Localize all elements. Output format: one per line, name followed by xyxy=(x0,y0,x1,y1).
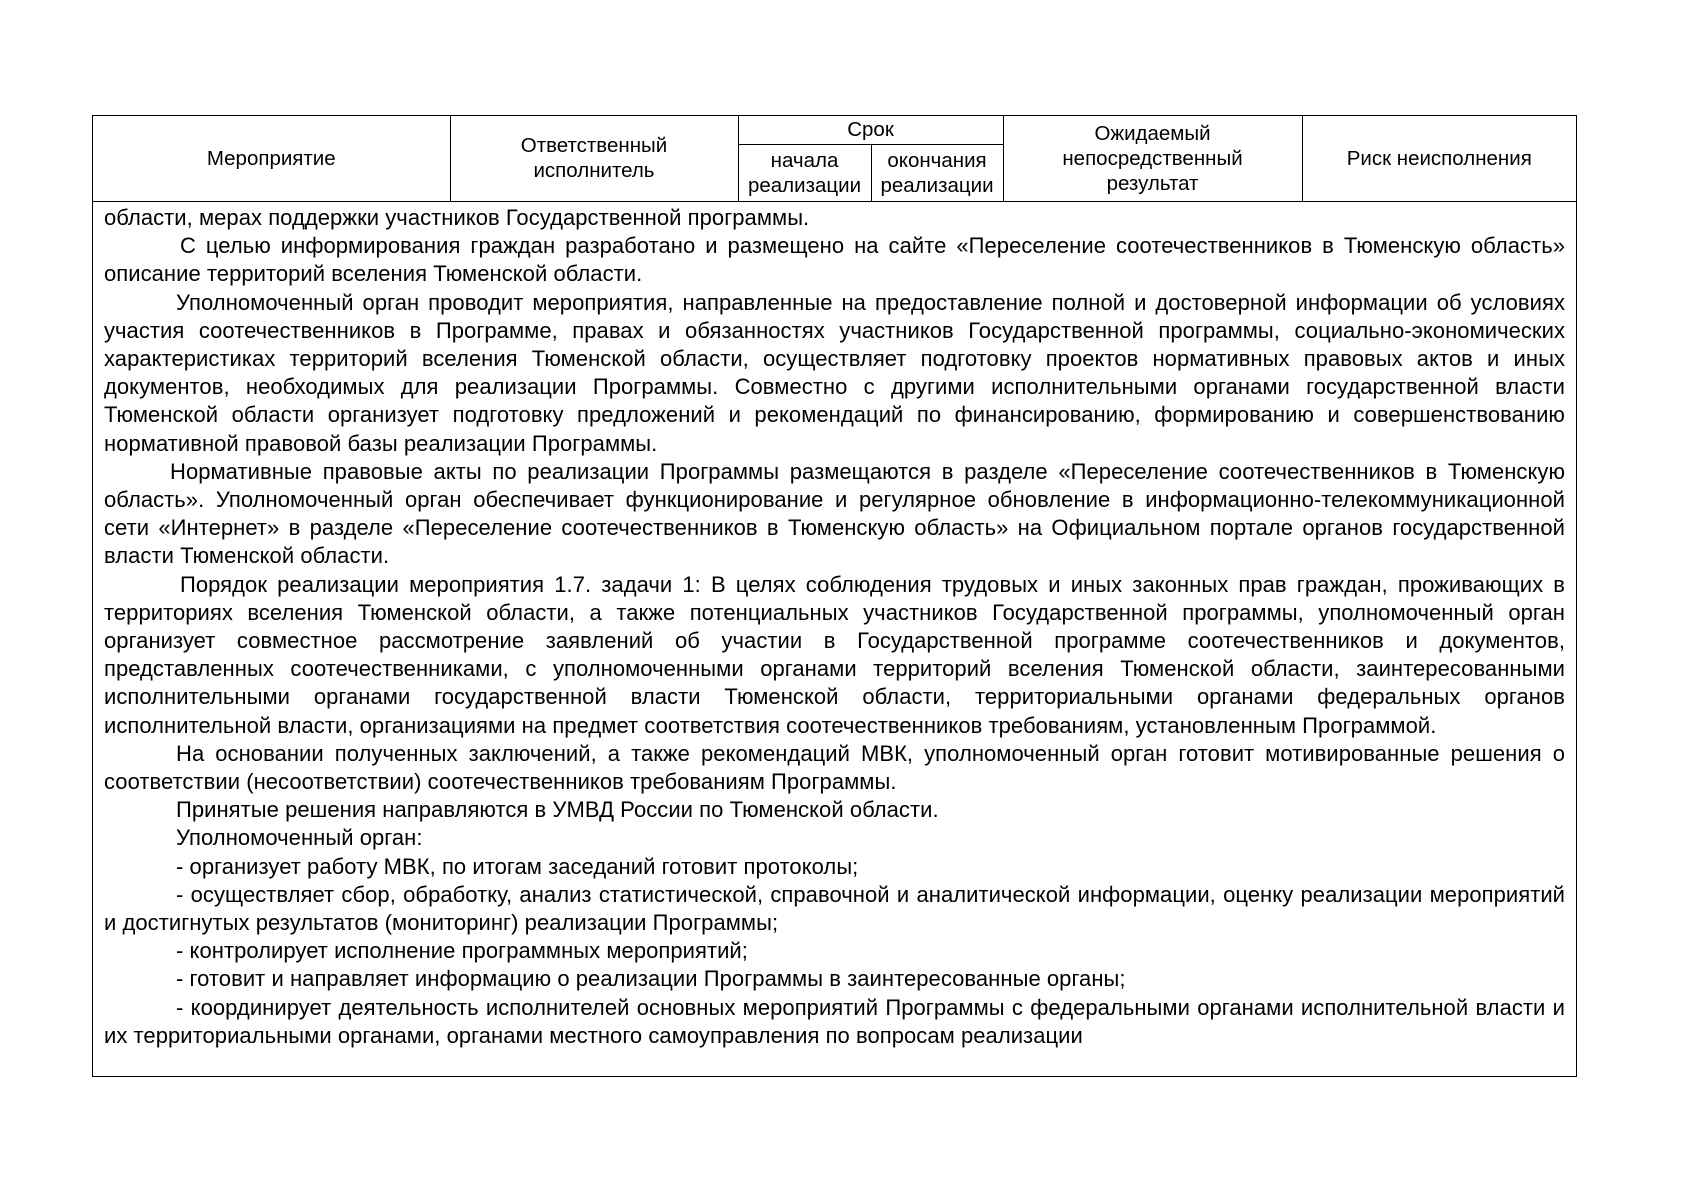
header-event-label: Мероприятие xyxy=(206,146,336,170)
header-responsible-label: Ответственный исполнитель xyxy=(520,134,668,183)
paragraph: Нормативные правовые акты по реализации Программы размещаются в разделе «Переселение соотечественников в Тюменскую область». Уполномоченный орган обеспечивает функционирование и регулярное обновление в информационно-телекоммуникационной сети «Интернет» в разделе «Переселение соотечественников в Тюменскую область» на Официальном портале органов государственной власти Тюменской области. xyxy=(104,458,1565,569)
body-text xyxy=(104,204,1565,1050)
header-cell-event xyxy=(93,116,450,201)
list-item: - координирует деятельность исполнителей основных мероприятий Программы с федеральными органами исполнительной власти и их территориальными органами, органами местного самоуправления по вопросам реализации xyxy=(104,994,1565,1048)
header-cell-term xyxy=(738,116,1003,144)
header-term-end-label: окончания реализации xyxy=(880,148,994,197)
list-item: - готовит и направляет информацию о реализации Программы в заинтересованные органы; xyxy=(176,966,1126,992)
header-risk-label: Риск неисполнения xyxy=(1346,146,1532,170)
paragraph: Уполномоченный орган проводит мероприятия, направленные на предоставление полной и достоверной информации об условиях участия соотечественников в Программе, правах и обязанностях участников Государственной программы, социально-экономических характеристиках территорий вселения Тюменской области, осуществляет подготовку проектов нормативных правовых актов и иных документов, необходимых для реализации Программы. Совместно с другими исполнительными органами государственной власти Тюменской области организует подготовку предложений и рекомендаций по финансированию, формированию и совершенствованию нормативной правовой базы реализации Программы. xyxy=(104,289,1565,456)
paragraph: Принятые решения направляются в УМВД России по Тюменской области. xyxy=(176,797,939,823)
header-cell-term-start xyxy=(738,144,871,201)
document-frame xyxy=(92,115,1577,1077)
header-cell-term-end xyxy=(871,144,1003,201)
header-term-label: Срок xyxy=(847,118,894,142)
header-term-start-label: начала реализации xyxy=(747,148,862,197)
list-item: - контролирует исполнение программных мероприятий; xyxy=(176,938,748,964)
paragraph: На основании полученных заключений, а также рекомендаций МВК, уполномоченный орган готовит мотивированные решения о соответствии (несоответствии) соотечественников требованиям Программы. xyxy=(104,740,1565,795)
list-item: - осуществляет сбор, обработку, анализ статистической, справочной и аналитической информации, оценку реализации мероприятий и достигнутых результатов (мониторинг) реализации Программы; xyxy=(104,881,1565,936)
paragraph: Порядок реализации мероприятия 1.7. задачи 1: В целях соблюдения трудовых и иных законных прав граждан, проживающих в территориях вселения Тюменской области, а также потенциальных участников Государственной программы, уполномоченный орган организует совместное рассмотрение заявлений об участии в Государственной программе соотечественников и документов, представленных соотечественниками, с уполномоченными органами территорий вселения Тюменской области, заинтересованными исполнительными органами государственной власти Тюменской области, территориальными органами федеральных органов исполнительной власти, организациями на предмет соответствия соотечественников требованиям, установленным Программой. xyxy=(104,571,1565,738)
list-item: - организует работу МВК, по итогам заседаний готовит протоколы; xyxy=(176,853,859,879)
paragraph: С целью информирования граждан разработано и размещено на сайте «Переселение соотечественников в Тюменскую область» описание территорий вселения Тюменской области. xyxy=(104,233,1565,287)
paragraph: области, мерах поддержки участников Государственной программы. xyxy=(104,205,810,230)
header-expected-result-label: Ожидаемый непосредственный результат xyxy=(1062,121,1243,195)
header-cell-responsible xyxy=(450,116,738,201)
table-header xyxy=(93,116,1576,202)
header-cell-expected-result xyxy=(1003,116,1302,201)
header-cell-risk xyxy=(1302,116,1576,201)
paragraph: Уполномоченный орган: xyxy=(176,825,423,851)
